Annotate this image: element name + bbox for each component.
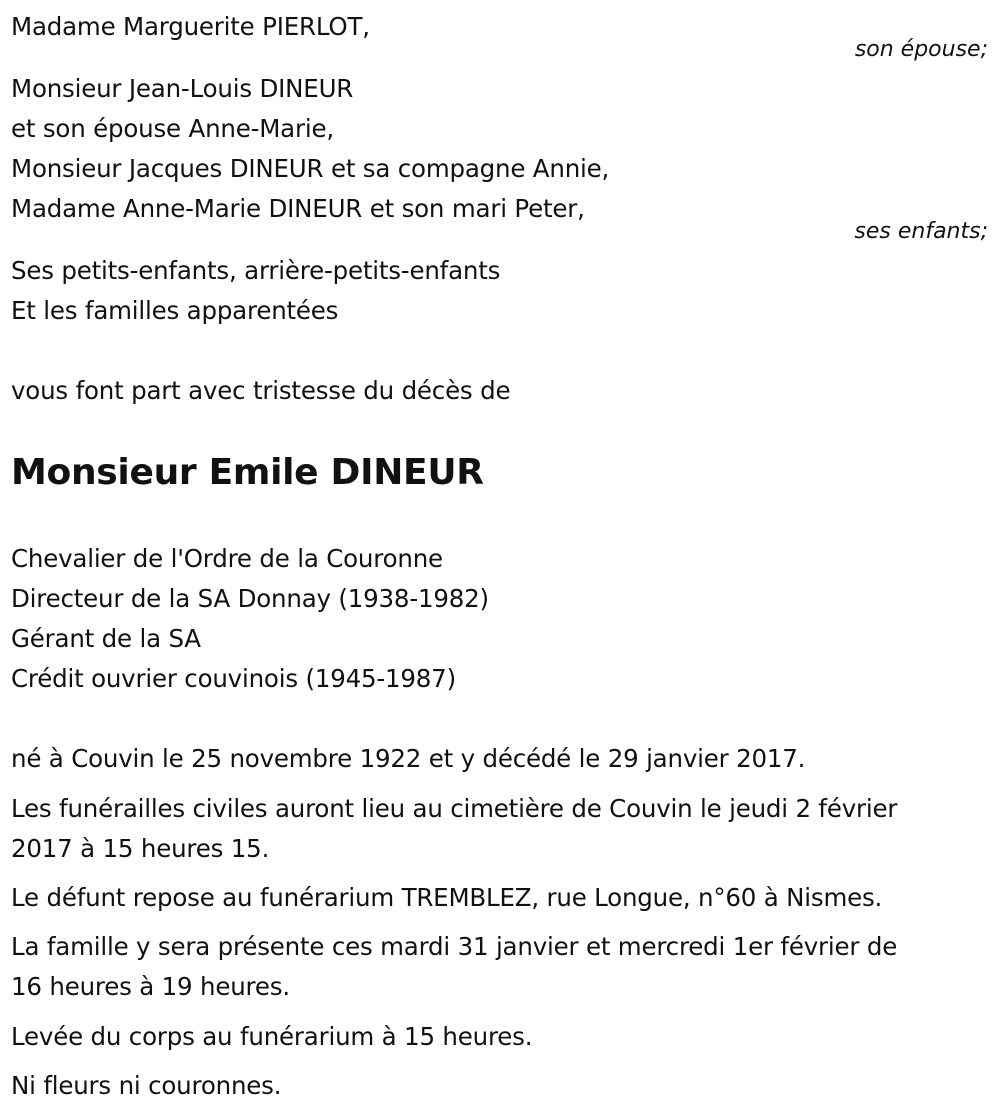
title-line: Crédit ouvrier couvinois (1945-1987) xyxy=(11,664,456,693)
relatives-line: Ses petits-enfants, arrière-petits-enfants xyxy=(11,256,501,285)
children-line: Monsieur Jacques DINEUR et sa compagne Annie, xyxy=(11,154,610,183)
title-line: Gérant de la SA xyxy=(11,624,201,653)
deceased-name: Monsieur Emile DINEUR xyxy=(11,452,484,493)
flowers-note: Ni fleurs ni couronnes. xyxy=(11,1071,282,1100)
body-removal-text: Levée du corps au funérarium à 15 heures. xyxy=(11,1022,533,1051)
spouse-line: Madame Marguerite PIERLOT, xyxy=(11,12,370,41)
title-line: Directeur de la SA Donnay (1938-1982) xyxy=(11,584,489,613)
children-line: Madame Anne-Marie DINEUR et son mari Peter, xyxy=(11,194,585,223)
funeral-text: 2017 à 15 heures 15. xyxy=(11,834,270,863)
children-line: et son épouse Anne-Marie, xyxy=(11,114,334,143)
spouse-role: son épouse; xyxy=(854,37,988,62)
title-line: Chevalier de l'Ordre de la Couronne xyxy=(11,544,443,573)
family-presence-text: La famille y sera présente ces mardi 31 janvier et mercredi 1er février de xyxy=(11,932,898,961)
announcement-text: vous font part avec tristesse du décès de xyxy=(11,376,511,405)
birth-death-text: né à Couvin le 25 novembre 1922 et y décédé le 29 janvier 2017. xyxy=(11,744,806,773)
children-role: ses enfants; xyxy=(854,219,988,244)
family-presence-text: 16 heures à 19 heures. xyxy=(11,972,290,1001)
children-line: Monsieur Jean-Louis DINEUR xyxy=(11,74,354,103)
rest-location-text: Le défunt repose au funérarium TREMBLEZ, rue Longue, n°60 à Nismes. xyxy=(11,883,883,912)
funeral-text: Les funérailles civiles auront lieu au cimetière de Couvin le jeudi 2 février xyxy=(11,794,898,823)
relatives-line: Et les familles apparentées xyxy=(11,296,339,325)
